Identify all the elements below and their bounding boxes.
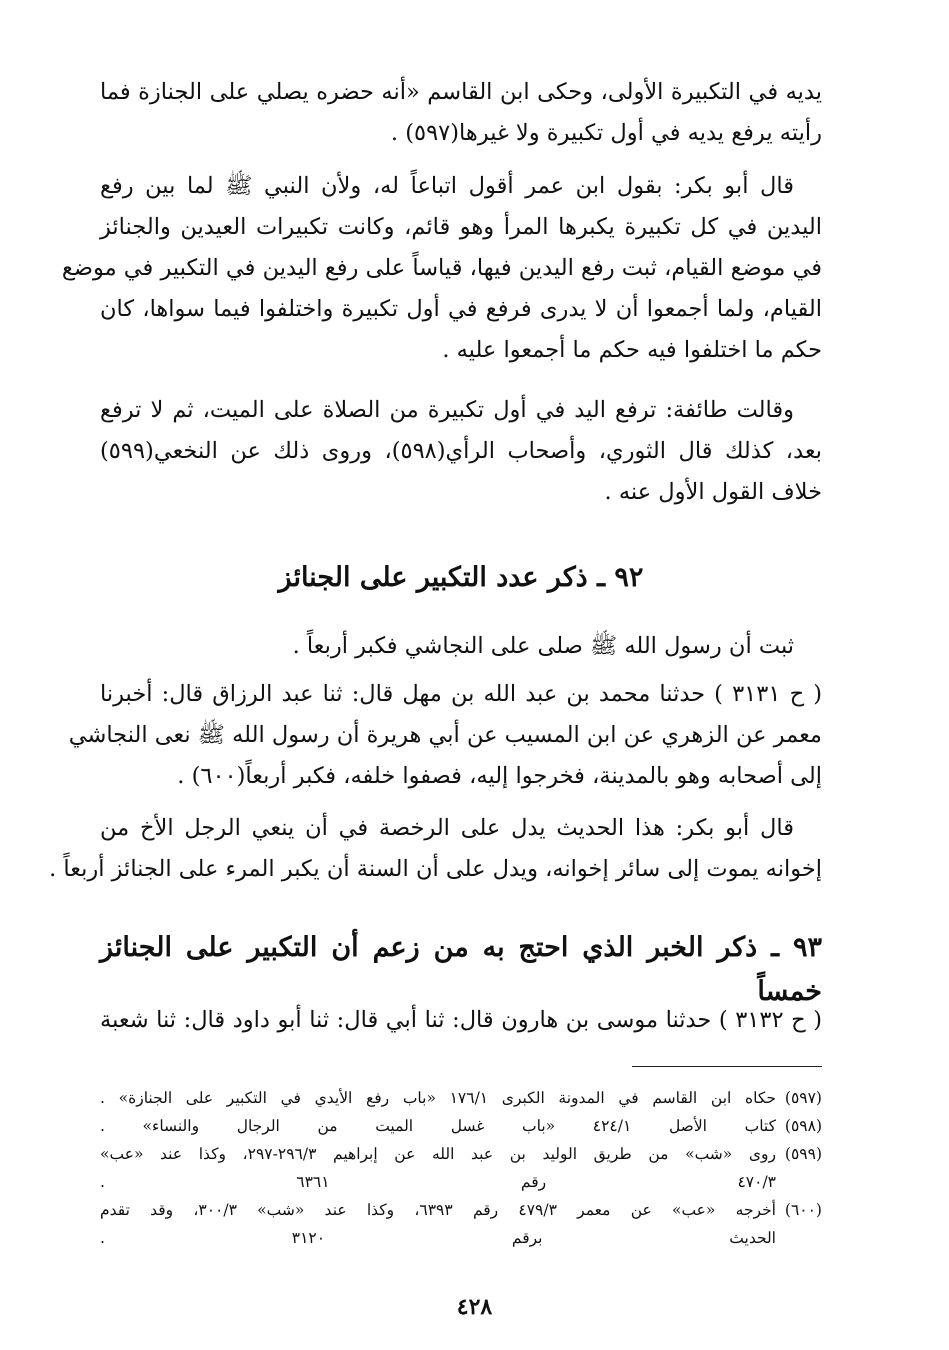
- footnote-continuation: الحديث برقم ٣١٢٠ .: [100, 1229, 776, 1247]
- paragraph: [100, 626, 822, 667]
- section-heading: ٩٣ ـ ذكر الخبر الذي احتج به من زعم أن التكبير على الجنائز خمساً: [100, 932, 822, 1007]
- footnote: [100, 1084, 822, 1112]
- text-line: القيام، ولما أجمعوا أن لا يدرى فرفع في أول تكبيرة واختلفوا فيما سواها، كان: [100, 296, 822, 322]
- footnote-number: (٥٩٨): [784, 1117, 822, 1135]
- footnote-text: أخرجه «عب» عن معمر ٤٧٩/٣ رقم ٦٣٩٣، وكذا عند «شب» ٣٠٠/٣، وقد تقدم: [100, 1201, 776, 1219]
- text-line: يديه في التكبيرة الأولى، وحكى ابن القاسم «أنه حضره يصلي على الجنازة فما: [100, 79, 822, 105]
- text-line: معمر عن الزهري عن ابن المسيب عن أبي هريرة أن رسول الله ﷺ نعى النجاشي: [68, 722, 822, 748]
- footnote-number: (٦٠٠): [784, 1201, 822, 1219]
- footnote: [100, 1112, 822, 1140]
- footnote: [100, 1196, 822, 1224]
- paragraph: [68, 674, 822, 797]
- text-line: حكم ما اختلفوا فيه حكم ما أجمعوا عليه .: [442, 337, 822, 363]
- footnote-text: حكاه ابن القاسم في المدونة الكبرى ١٧٦/١ «باب رفع الأيدي في التكبير على الجنازة» .: [100, 1089, 776, 1107]
- paragraph: [100, 390, 822, 513]
- footnote-separator: [632, 1066, 822, 1067]
- text-line: خلاف القول الأول عنه .: [604, 479, 822, 505]
- text-line: رأيته يرفع يديه في أول تكبيرة ولا غيرها(٥٩٧) .: [390, 120, 822, 146]
- footnote: [100, 1140, 822, 1168]
- footnote-number: (٥٩٧): [784, 1089, 822, 1107]
- paragraph: [100, 1000, 822, 1041]
- text-line: ثبت أن رسول الله ﷺ صلى على النجاشي فكبر أربعاً .: [292, 633, 794, 659]
- text-line: بعد، كذلك قال الثوري، وأصحاب الرأي(٥٩٨)، وروى ذلك عن النخعي(٥٩٩): [100, 438, 822, 464]
- text-line: إخوانه يموت إلى سائر إخوانه، ويدل على أن السنة أن يكبر المرء على الجنائز أربعاً .: [49, 856, 822, 882]
- footnote-number: (٥٩٩): [784, 1145, 822, 1163]
- text-line: قال أبو بكر: بقول ابن عمر أقول اتباعاً له، ولأن النبي ﷺ لما بين رفع: [100, 173, 794, 199]
- page-number: ٤٢٨: [456, 1294, 493, 1320]
- text-line: وقالت طائفة: ترفع اليد في أول تكبيرة من الصلاة على الميت، ثم لا ترفع: [100, 397, 794, 423]
- text-line: في موضع القيام، ثبت رفع اليدين فيها، قياساً على رفع اليدين في التكبير في موضع: [61, 255, 822, 281]
- paragraph: [61, 166, 822, 371]
- footnote-text: كتاب الأصل ٤٢٤/١ «باب غسل الميت من الرجال والنساء» .: [100, 1117, 776, 1135]
- paragraph: [49, 808, 822, 890]
- section-heading: ٩٢ ـ ذكر عدد التكبير على الجنائز: [278, 562, 644, 593]
- text-line: اليدين في كل تكبيرة يكبرها المرأ وهو قائم، وكانت تكبيرات العيدين والجنائز: [100, 214, 822, 240]
- text-line: قال أبو بكر: هذا الحديث يدل على الرخصة في أن ينعي الرجل الأخ من: [100, 815, 794, 841]
- text-line: ( ح ٣١٣٢ ) حدثنا موسى بن هارون قال: ثنا أبي قال: ثنا أبو داود قال: ثنا شعبة: [100, 1007, 823, 1033]
- text-line: ( ح ٣١٣١ ) حدثنا محمد بن عبد الله بن مهل قال: ثنا عبد الرزاق قال: أخبرنا: [100, 681, 822, 707]
- footnote-continuation: ٤٧٠/٣ رقم ٦٣٦١ .: [100, 1173, 776, 1191]
- footnotes: [100, 1084, 822, 1252]
- footnote-text: روى «شب» من طريق الوليد بن عبد الله عن إبراهيم ٢٩٦/٣-٢٩٧، وكذا عند «عب»: [100, 1145, 776, 1163]
- paragraph: [100, 72, 822, 154]
- text-line: إلى أصحابه وهو بالمدينة، فخرجوا إليه، فصفوا خلفه، فكبر أربعاً(٦٠٠) .: [177, 763, 822, 789]
